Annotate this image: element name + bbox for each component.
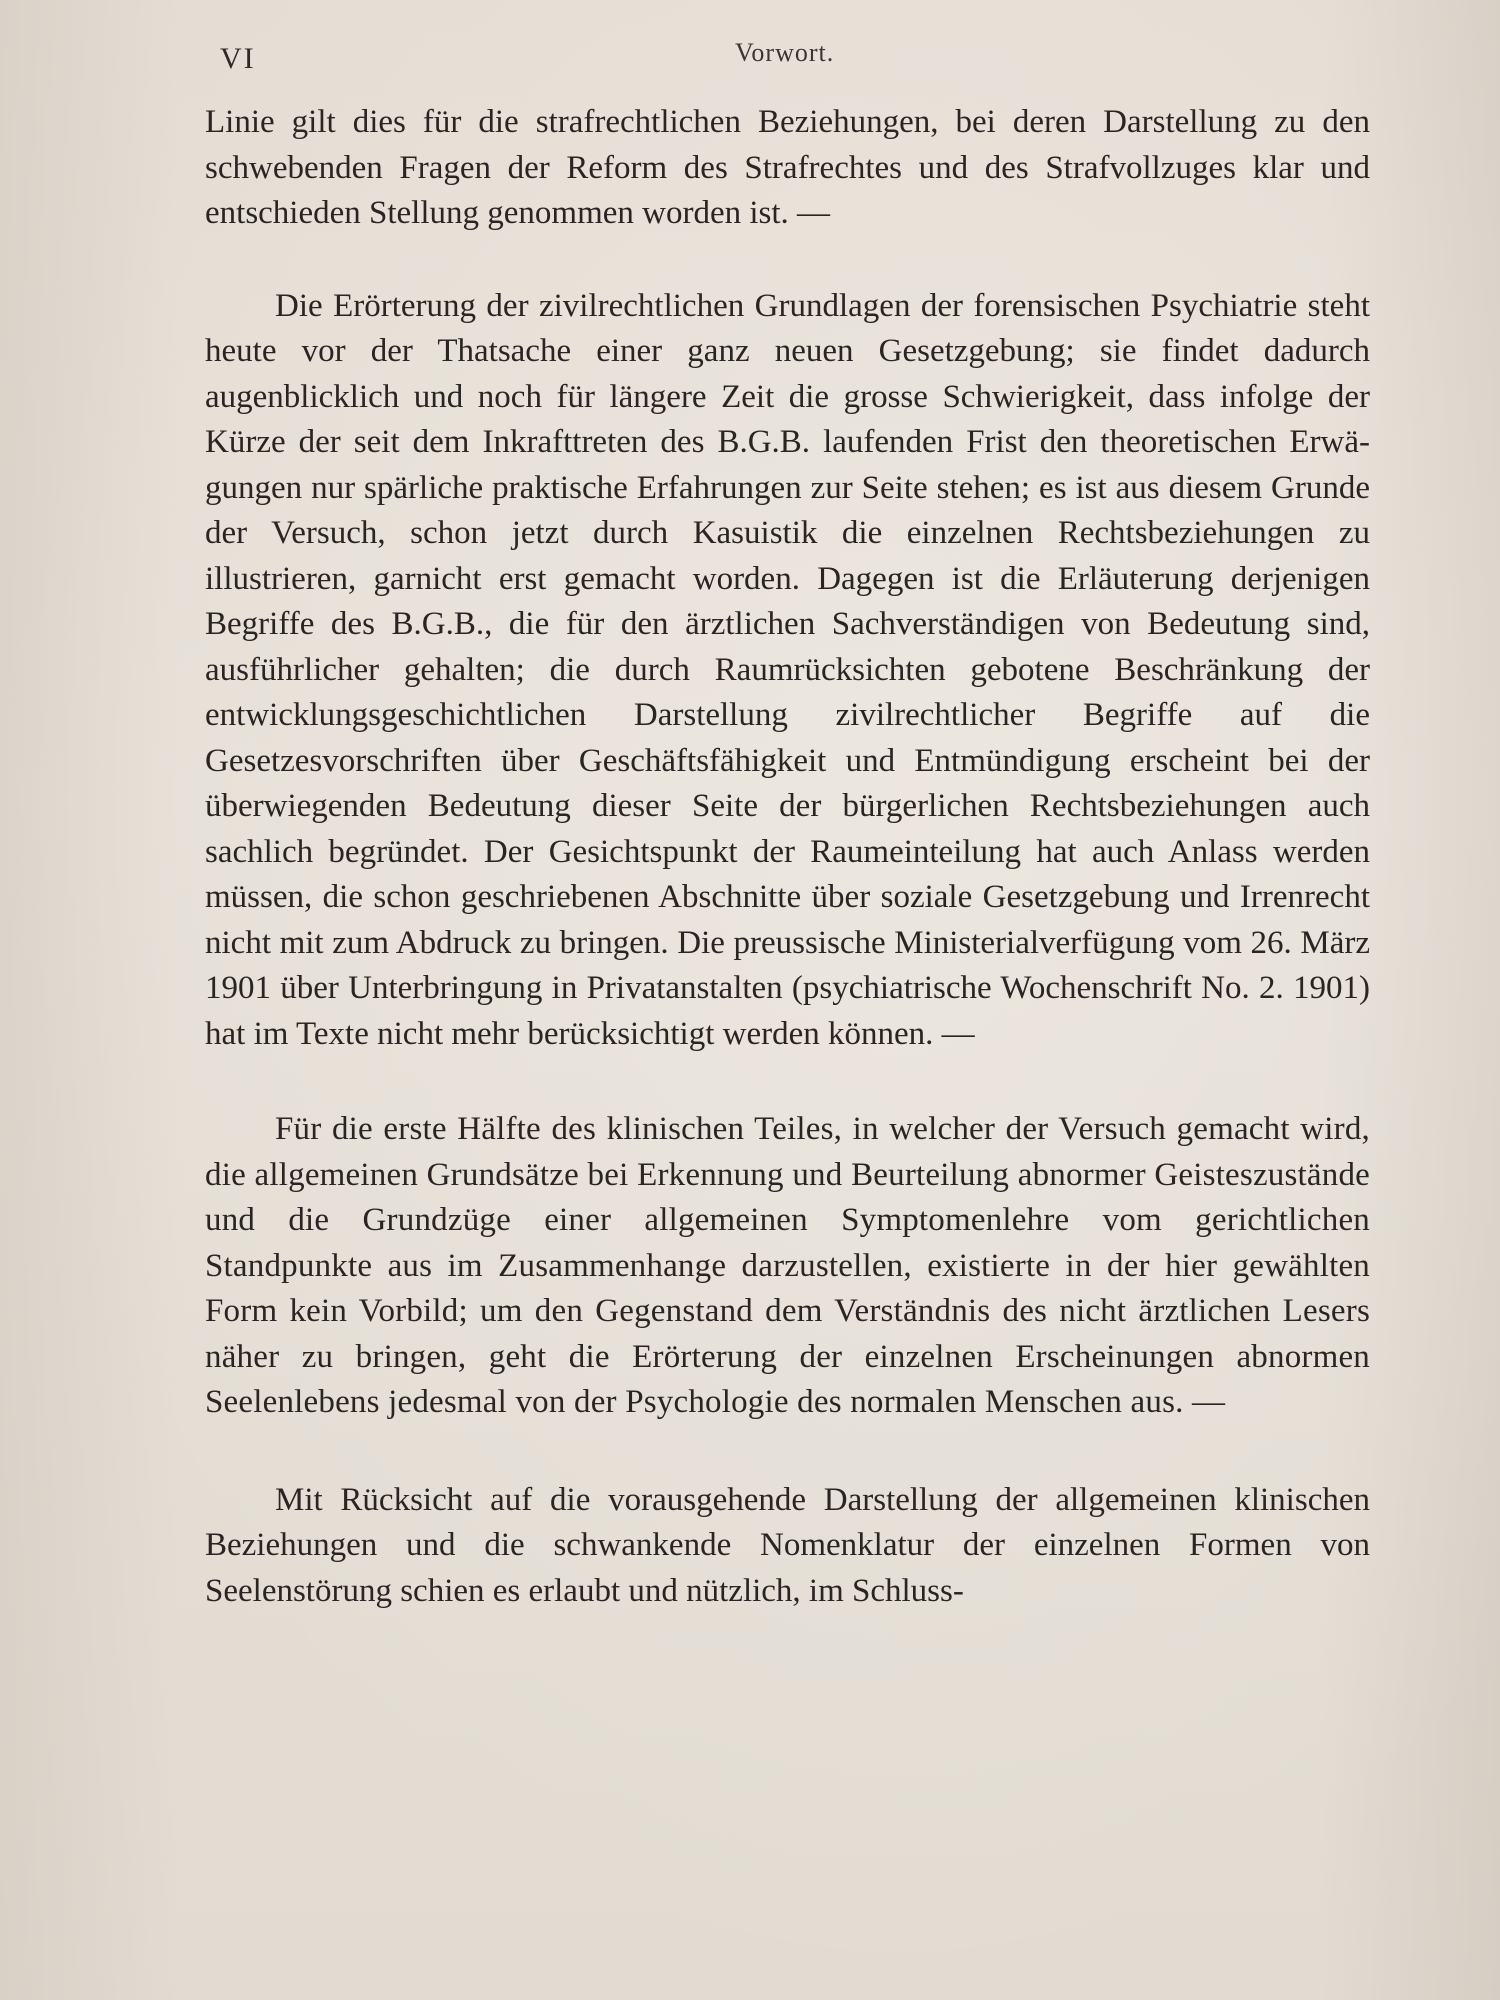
body-text <box>205 100 1370 1614</box>
paragraph-civil-law: Die Erörterung der zivilrechtlichen Grundlagen der forensischen Psychiatrie steht heute vor der Thatsache einer ganz neuen Gesetzgebung; sie findet dadurch augenblicklich und noch für längere Zeit die grosse Schwierigkeit, dass infolge der Kürze der seit dem Inkrafttreten des B.G.B. laufenden Frist den theoretischen Erwägungen nur spärliche praktische Erfahrungen zur Seite stehen; es ist aus diesem Grunde der Versuch, schon jetzt durch Kasuistik die einzelnen Rechtsbeziehungen zu illustrieren, garnicht erst gemacht worden. Dagegen ist die Erläuterung derjenigen Begriffe des B.G.B., die für den ärztlichen Sachverständigen von Bedeutung sind, ausführlicher gehalten; die durch Raumrücksichten gebotene Beschränkung der entwicklungsgeschichtlichen Darstellung zivilrechtlicher Begriffe auf die Gesetzesvorschriften über Geschäftsfähigkeit und Entmündigung erscheint bei der überwiegenden Bedeutung dieser Seite der bürgerlichen Rechtsbeziehungen auch sachlich begründet. Der Gesichtspunkt der Raumeinteilung hat auch Anlass werden müssen, die schon geschriebenen Abschnitte über soziale Gesetzgebung und Irrenrecht nicht mit zum Abdruck zu bringen. Die preussische Ministerialverfügung vom 26. März 1901 über Unterbringung in Privatanstalten (psychiatrische Wochenschrift No. 2. 1901) hat im Texte nicht mehr berücksichtigt werden können. — <box>205 287 1370 1052</box>
running-head <box>220 38 1370 78</box>
paragraph-clinical-part: Für die erste Hälfte des klinischen Teiles, in welcher der Versuch gemacht wird, die allgemeinen Grundsätze bei Erkennung und Beurteilung abnormer Geisteszustände und die Grundzüge einer allgemeinen Symptomenlehre vom gerichtlichen Standpunkte aus im Zusammenhange darzustellen, existierte in der hier gewählten Form kein Vorbild; um den Gegenstand dem Verständnis des nicht ärztlichen Lesers näher zu bringen, geht die Erörterung der einzelnen Erscheinungen abnormen Seelenlebens jedesmal von der Psychologie des normalen Menschen aus. — <box>205 1111 1370 1420</box>
paragraph-continuation: Linie gilt dies für die strafrechtlichen Beziehungen, bei deren Darstellung zu den schwebenden Fragen der Reform des Strafrechtes und des Strafvollzuges klar und entschieden Stellung genommen worden ist. — <box>205 104 1370 231</box>
running-title: Vorwort. <box>735 38 835 67</box>
page-number: VI <box>220 42 256 75</box>
paragraph-nomenclature: Mit Rücksicht auf die vorausgehende Darstellung der allgemeinen klinischen Beziehungen und die schwankende Nomenklatur der einzelnen Formen von Seelenstörung schien es erlaubt und nützlich, im Schluss- <box>205 1481 1370 1609</box>
